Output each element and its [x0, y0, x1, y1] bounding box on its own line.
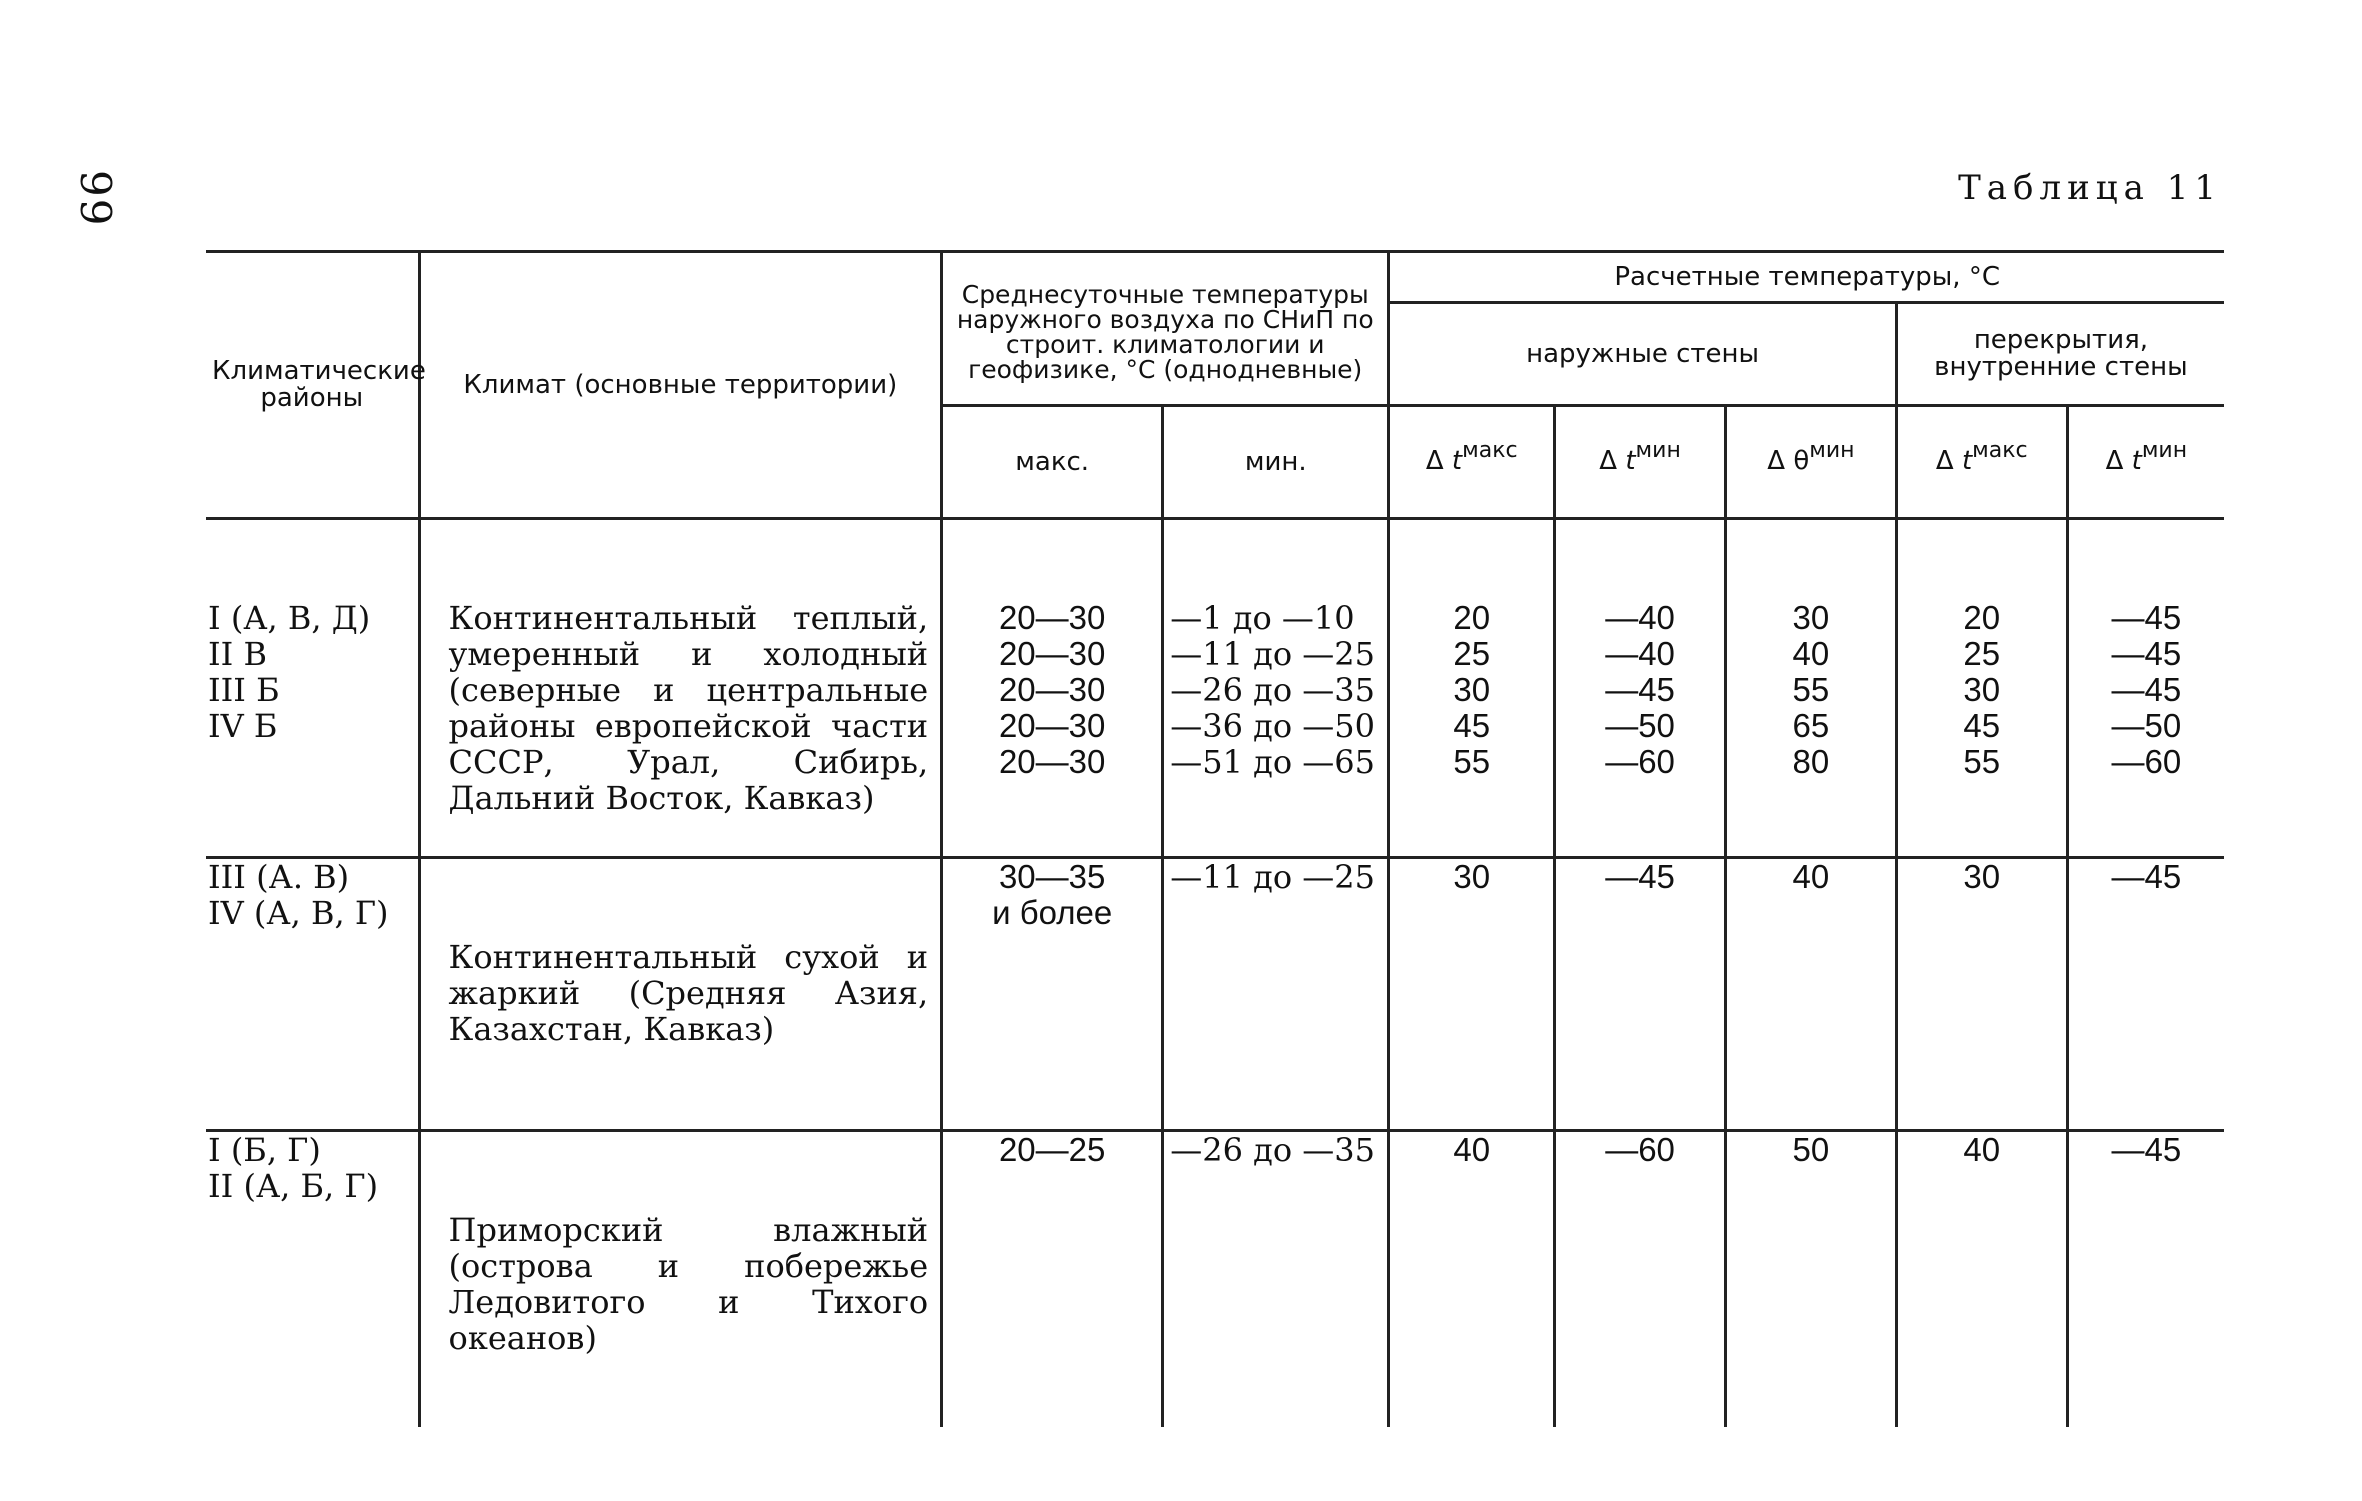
- t-symbol: t: [1625, 446, 1636, 476]
- cell-line: 55: [1792, 671, 1830, 708]
- cell-line: II (А, Б, Г): [208, 1167, 379, 1205]
- cell-line: II В: [208, 635, 267, 673]
- table-row: [206, 1131, 2224, 1428]
- region-cell: [206, 519, 419, 858]
- page-number: 99: [71, 170, 120, 228]
- cell-line: —11 до —25: [1170, 858, 1375, 896]
- floor-tmin-cell: [2067, 519, 2224, 858]
- cell-line: 40: [1792, 858, 1830, 895]
- delta-symbol: Δ: [1767, 446, 1786, 476]
- cell-line: 50: [1792, 1131, 1830, 1168]
- theta-symbol: θ: [1793, 446, 1810, 476]
- header-wall-tmin: [1555, 406, 1726, 519]
- cell-line: —45: [2111, 1131, 2182, 1168]
- cell-line: 20—30: [998, 707, 1106, 744]
- cell-line: —26 до —35: [1170, 671, 1375, 709]
- wall-theta-min-cell: [1725, 1131, 1896, 1428]
- wall-theta-min-cell: [1725, 858, 1896, 1131]
- t-symbol: t: [2131, 446, 2142, 476]
- floor-tmax-cell: [1896, 519, 2067, 858]
- cell-line: 20—25: [998, 1131, 1106, 1168]
- climate-cell: Континентальный сухой и жаркий (Средняя Азия, Казахстан, Кавказ): [419, 858, 942, 1131]
- cell-line: 40: [1453, 1131, 1491, 1168]
- cell-line: —45: [2111, 599, 2182, 636]
- header-climate: Климат (основные территории): [419, 252, 942, 519]
- table-row: [206, 519, 2224, 858]
- header-floor-tmin: [2067, 406, 2224, 519]
- floor-tmin-cell: [2067, 1131, 2224, 1428]
- cell-line: 20—30: [998, 599, 1106, 636]
- wall-tmin-cell: [1555, 858, 1726, 1131]
- cell-line: —60: [2111, 743, 2182, 780]
- wall-tmax-cell: [1389, 858, 1555, 1131]
- cell-line: III (А. В): [208, 858, 350, 896]
- cell-line: —45: [1605, 858, 1675, 895]
- cell-line: 55: [1963, 743, 2001, 780]
- superscript-min: мин: [2141, 438, 2188, 463]
- cell-line: 45: [1963, 707, 2001, 744]
- avg-max-cell: [942, 858, 1163, 1131]
- cell-line: 40: [1792, 635, 1830, 672]
- cell-line: —40: [1605, 635, 1675, 672]
- cell-line: 25: [1963, 635, 2001, 672]
- superscript-max: макс: [1462, 438, 1518, 463]
- header-avg-max: макс.: [942, 406, 1163, 519]
- table-title: Таблица 11: [1958, 168, 2222, 208]
- t-symbol: t: [1451, 446, 1463, 476]
- cell-line: 65: [1792, 707, 1830, 744]
- cell-line: 25: [1453, 635, 1491, 672]
- cell-line: 30: [1453, 671, 1491, 708]
- cell-line: 30: [1453, 858, 1491, 895]
- cell-line: 80: [1792, 743, 1830, 780]
- header-outer-walls: наружные стены: [1389, 303, 1897, 406]
- cell-line: —60: [1605, 743, 1675, 780]
- floor-tmin-cell: [2067, 858, 2224, 1131]
- floor-tmax-cell: [1896, 1131, 2067, 1428]
- t-symbol: t: [1961, 446, 1973, 476]
- header-avg-temp: Среднесуточные температуры наружного воздуха по СНиП по строит. климатологии и геофизике, °С (однодневные): [942, 252, 1389, 406]
- avg-max-cell: [942, 1131, 1163, 1428]
- cell-line: 20—30: [998, 635, 1106, 672]
- cell-line: —45: [2111, 858, 2182, 895]
- cell-line: 40: [1963, 1131, 2001, 1168]
- cell-line: IV Б: [208, 707, 278, 745]
- delta-symbol: Δ: [1599, 446, 1618, 476]
- delta-symbol: Δ: [1935, 446, 1954, 476]
- wall-tmin-cell: [1555, 1131, 1726, 1428]
- cell-line: —45: [1605, 671, 1675, 708]
- cell-line: —36 до —50: [1170, 707, 1375, 745]
- cell-line: 20—30: [998, 743, 1106, 780]
- cell-line: 45: [1453, 707, 1491, 744]
- cell-line: 30: [1792, 599, 1830, 636]
- region-cell: [206, 858, 419, 1131]
- floor-tmax-cell: [1896, 858, 2067, 1131]
- cell-line: —50: [1605, 707, 1675, 744]
- cell-line: —26 до —35: [1170, 1131, 1375, 1169]
- climate-temperature-table: [206, 250, 2224, 1427]
- cell-line: IV (А, В, Г): [208, 894, 389, 932]
- cell-line: I (А, В, Д): [208, 599, 371, 637]
- header-avg-min: мин.: [1163, 406, 1389, 519]
- cell-line: III Б: [208, 671, 280, 709]
- header-floors: перекрытия, внутренние стены: [1896, 303, 2224, 406]
- cell-line: —40: [1605, 599, 1675, 636]
- table-row: [206, 858, 2224, 1131]
- cell-line: 30: [1963, 858, 2001, 895]
- cell-line: I (Б, Г): [208, 1131, 321, 1169]
- header-region: Климатические районы: [206, 252, 419, 519]
- table-body: [206, 519, 2224, 1428]
- cell-line: 20—30: [998, 671, 1106, 708]
- wall-tmax-cell: [1389, 519, 1555, 858]
- avg-max-cell: [942, 519, 1163, 858]
- header-wall-tmax: [1389, 406, 1555, 519]
- wall-theta-min-cell: [1725, 519, 1896, 858]
- cell-line: —60: [1605, 1131, 1675, 1168]
- cell-line: —1 до —10: [1170, 599, 1355, 637]
- cell-line: —11 до —25: [1170, 635, 1375, 673]
- climate-cell: Приморский влажный (острова и побережье Ледовитого и Тихого океанов): [419, 1131, 942, 1428]
- avg-min-cell: [1163, 858, 1389, 1131]
- cell-line: 20: [1963, 599, 2001, 636]
- region-cell: [206, 1131, 419, 1428]
- superscript-min: мин: [1635, 438, 1681, 463]
- cell-line: 20: [1453, 599, 1491, 636]
- climate-cell: Континентальный теплый, умеренный и холодный (северные и центральные районы европейской части СССР, Урал, Сибирь, Дальний Восток, Кавказ): [419, 519, 942, 858]
- superscript-min: мин: [1809, 438, 1855, 463]
- wall-tmin-cell: [1555, 519, 1726, 858]
- cell-line: —45: [2111, 671, 2182, 708]
- cell-line: 55: [1453, 743, 1491, 780]
- header-floor-tmax: [1896, 406, 2067, 519]
- avg-min-cell: [1163, 519, 1389, 858]
- header-design-temp: Расчетные температуры, °С: [1389, 252, 2224, 303]
- superscript-max: макс: [1972, 438, 2028, 463]
- cell-line: 30: [1963, 671, 2001, 708]
- cell-line: 30—35: [998, 858, 1106, 895]
- cell-line: —45: [2111, 635, 2182, 672]
- wall-tmax-cell: [1389, 1131, 1555, 1428]
- delta-symbol: Δ: [1425, 446, 1444, 476]
- cell-line: и более: [992, 894, 1113, 931]
- avg-min-cell: [1163, 1131, 1389, 1428]
- delta-symbol: Δ: [2105, 446, 2124, 476]
- cell-line: —50: [2111, 707, 2182, 744]
- cell-line: —51 до —65: [1170, 743, 1375, 781]
- header-wall-theta-min: [1725, 406, 1896, 519]
